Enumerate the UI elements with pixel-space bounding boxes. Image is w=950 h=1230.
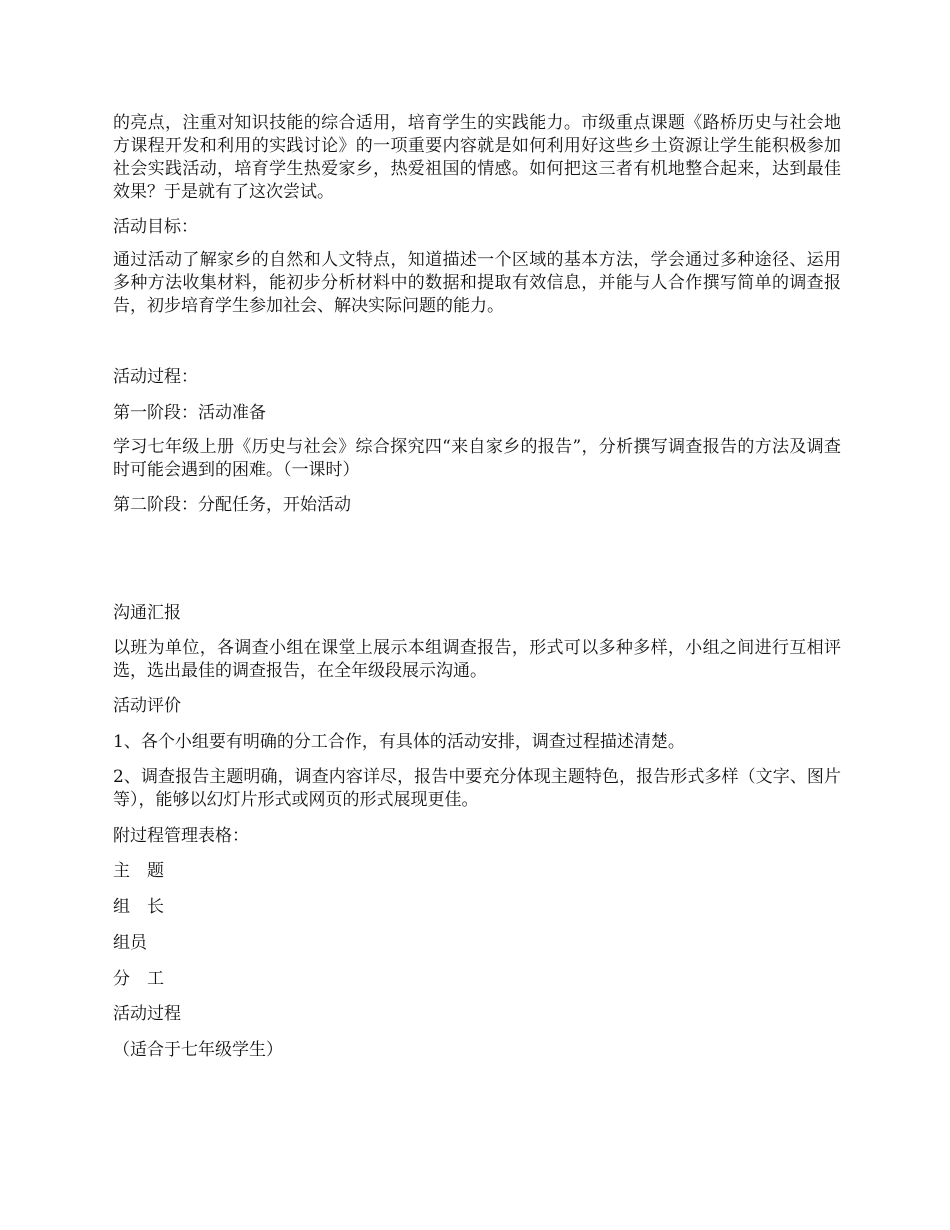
eval-item-2: 2、调查报告主题明确，调查内容详尽，报告中要充分体现主题特色，报告形式多样（文字、图片等），能够以幻灯片形式或网页的形式展现更佳。: [113, 767, 841, 810]
form-field-division: 分 工: [113, 969, 164, 989]
process-heading: 活动过程：: [113, 367, 198, 387]
form-field-leader: 组 长: [113, 897, 164, 917]
form-field-members: 组员: [113, 933, 147, 953]
form-heading: 附过程管理表格：: [113, 826, 249, 846]
goal-paragraph: 通过活动了解家乡的自然和人文特点，知道描述一个区域的基本方法，学会通过多种途径、运用多种方法收集材料，能初步分析材料中的数据和提取有效信息，并能与人合作撰写简单的调查报告，初步培育学生参加社会、解决实际问题的能力。: [113, 250, 841, 316]
report-heading: 沟通汇报: [113, 603, 181, 623]
footer-note: （适合于七年级学生）: [113, 1040, 283, 1060]
goal-heading: 活动目标：: [113, 217, 198, 237]
stage1-heading: 第一阶段：活动准备: [113, 403, 266, 423]
eval-heading: 活动评价: [113, 696, 181, 716]
form-field-topic: 主 题: [113, 861, 164, 881]
report-paragraph: 以班为单位，各调查小组在课堂上展示本组调查报告，形式可以多种多样，小组之间进行互相评选，选出最佳的调查报告，在全年级段展示沟通。: [113, 638, 841, 681]
intro-paragraph: 的亮点，注重对知识技能的综合适用，培育学生的实践能力。市级重点课题《路桥历史与社会地方课程开发和利用的实践讨论》的一项重要内容就是如何利用好这些乡土资源让学生能积极参加社会实践活动，培育学生热爱家乡，热爱祖国的情感。如何把这三者有机地整合起来，达到最佳效果？于是就有了这次尝试。: [113, 113, 841, 202]
eval-item-1: 1、各个小组要有明确的分工合作，有具体的活动安排，调查过程描述清楚。: [113, 732, 685, 752]
stage2-heading: 第二阶段：分配任务，开始活动: [113, 495, 351, 515]
form-field-process: 活动过程: [113, 1004, 181, 1024]
stage1-paragraph: 学习七年级上册《历史与社会》综合探究四“来自家乡的报告”，分析撰写调查报告的方法及调查时可能会遇到的困难。（一课时）: [113, 437, 841, 480]
